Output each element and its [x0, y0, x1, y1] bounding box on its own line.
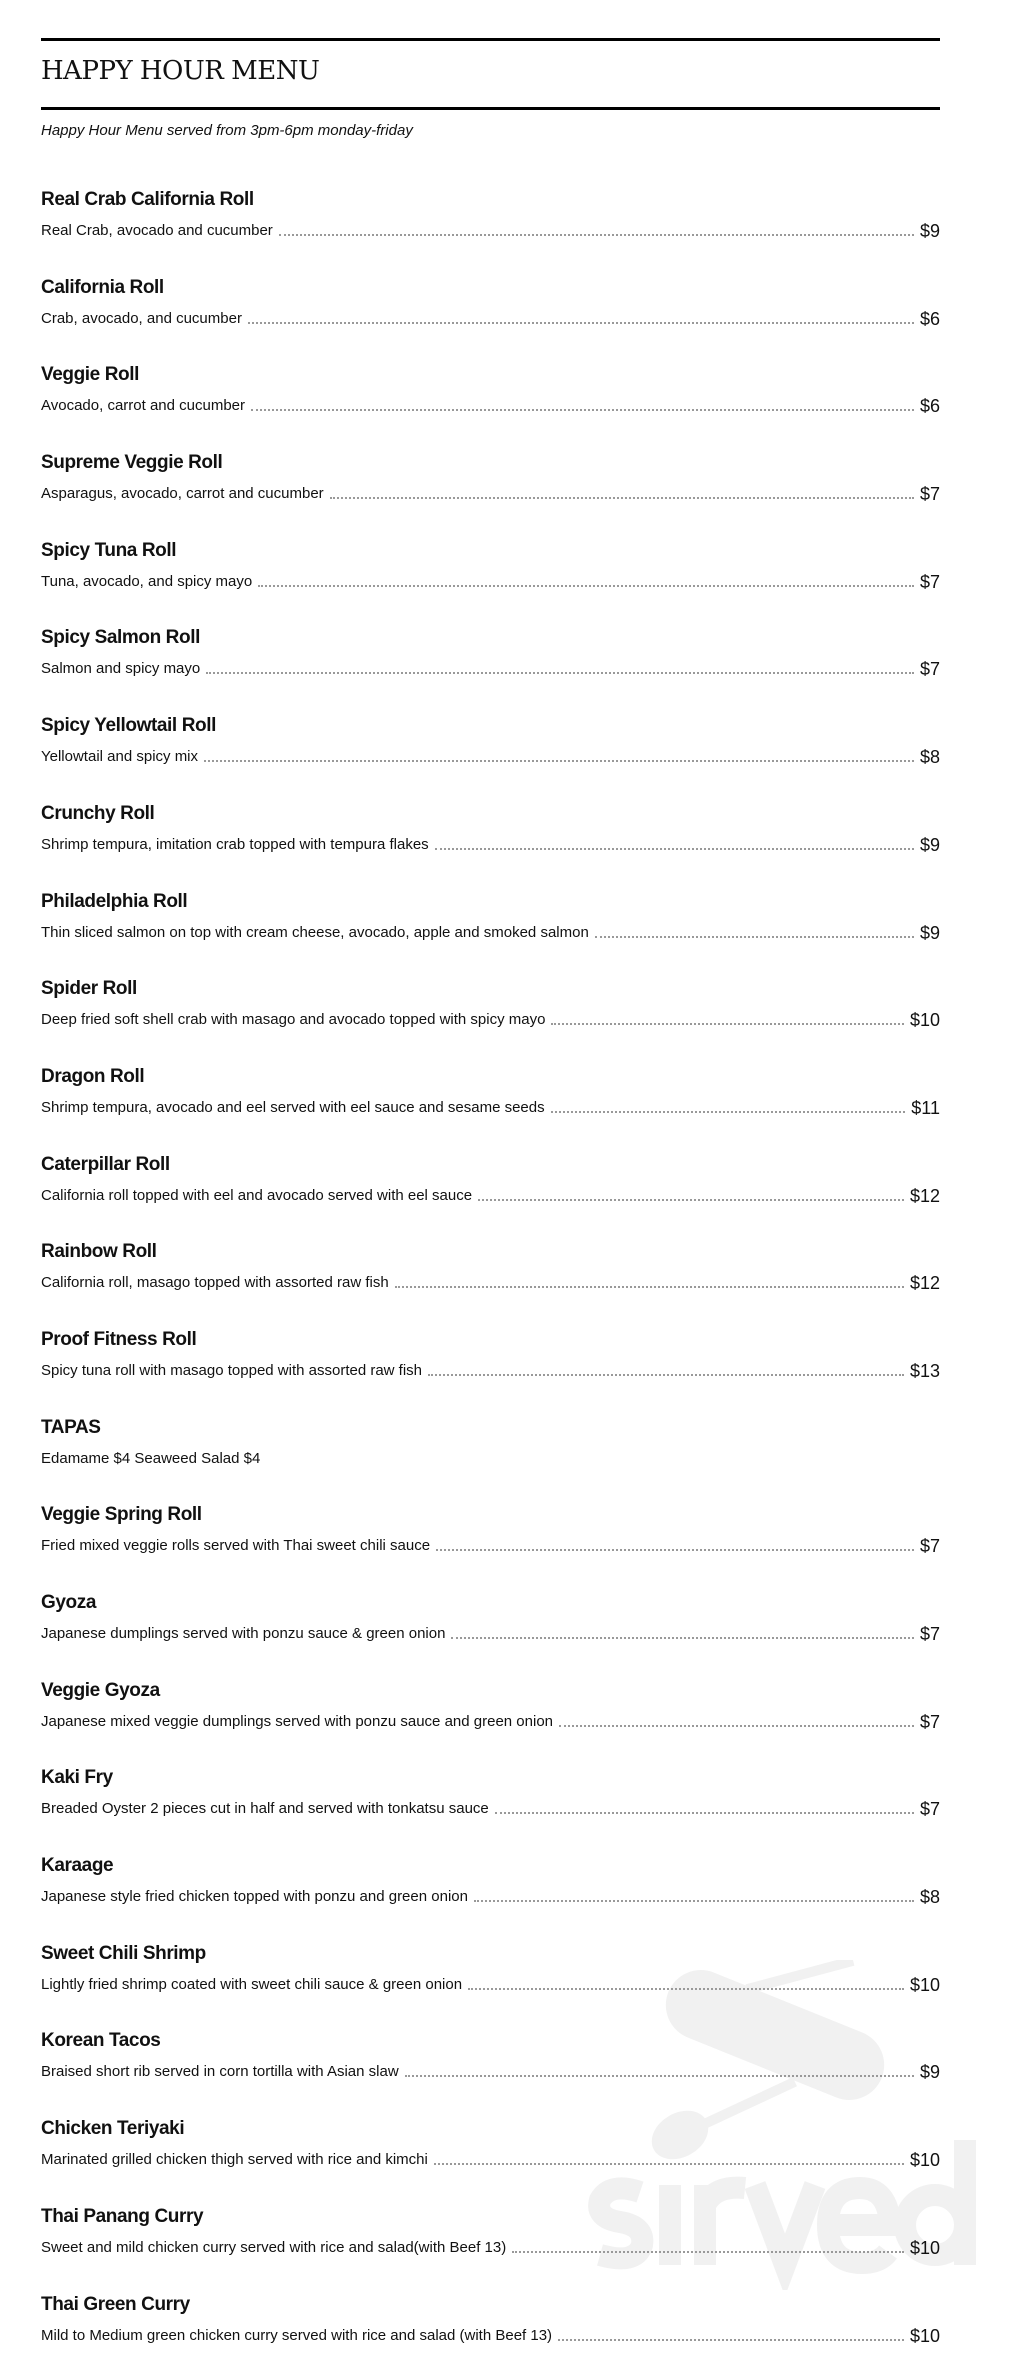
- menu-item-description: Mild to Medium green chicken curry served with rice and salad (with Beef 13): [41, 2325, 552, 2347]
- dot-leader: [551, 1111, 906, 1113]
- menu-item-row: [41, 2149, 940, 2171]
- dot-leader: [204, 760, 914, 762]
- menu-item-price: $9: [920, 220, 940, 242]
- menu-item-price: $11: [911, 1097, 940, 1119]
- menu-item: [41, 800, 940, 888]
- menu-item-description: Yellowtail and spicy mix: [41, 746, 198, 768]
- menu-item-price: $9: [920, 922, 940, 944]
- menu-item-row: [41, 1448, 940, 1470]
- menu-item-row: [41, 1009, 940, 1031]
- dot-leader: [248, 322, 914, 324]
- menu-item-row: [41, 922, 940, 944]
- menu-item-price: $7: [920, 1798, 940, 1820]
- dot-leader: [206, 672, 914, 674]
- menu-item: [41, 1151, 940, 1239]
- menu-item: [41, 1852, 940, 1940]
- menu-item: [41, 624, 940, 712]
- dot-leader: [474, 1900, 914, 1902]
- menu-item-price: $10: [910, 1974, 940, 1996]
- menu-item-row: [41, 571, 940, 593]
- dot-leader: [434, 2163, 904, 2165]
- menu-item-row: [41, 2061, 940, 2083]
- menu-item: [41, 1238, 940, 1326]
- menu-item-price: $7: [920, 483, 940, 505]
- menu-item: [41, 537, 940, 625]
- menu-item-name: Supreme Veggie Roll: [41, 449, 940, 477]
- dot-leader: [251, 409, 914, 411]
- menu-item: [41, 2115, 940, 2203]
- menu-item-name: Thai Green Curry: [41, 2291, 940, 2319]
- menu-item-row: [41, 1711, 940, 1733]
- page-title: HAPPY HOUR MENU: [41, 56, 319, 86]
- menu-item-price: $8: [920, 746, 940, 768]
- dot-leader: [478, 1199, 904, 1201]
- menu-item: [41, 1677, 940, 1765]
- menu-item-name: Real Crab California Roll: [41, 186, 940, 214]
- menu-item-description: Crab, avocado, and cucumber: [41, 308, 242, 330]
- menu-item-name: Veggie Spring Roll: [41, 1501, 940, 1529]
- menu-hours-note: Happy Hour Menu served from 3pm-6pm monday-friday: [41, 122, 413, 139]
- menu-item-row: [41, 1535, 940, 1557]
- menu-item-row: [41, 1623, 940, 1645]
- menu-item-row: [41, 483, 940, 505]
- dot-leader: [551, 1023, 904, 1025]
- menu-item: [41, 712, 940, 800]
- menu-item: [41, 1940, 940, 2028]
- menu-item-description: Breaded Oyster 2 pieces cut in half and served with tonkatsu sauce: [41, 1798, 489, 1820]
- menu-item-name: Kaki Fry: [41, 1764, 940, 1792]
- menu-item-description: Marinated grilled chicken thigh served with rice and kimchi: [41, 2149, 428, 2171]
- menu-item-description: Spicy tuna roll with masago topped with assorted raw fish: [41, 1360, 422, 1382]
- menu-item-name: California Roll: [41, 274, 940, 302]
- menu-item: [41, 1589, 940, 1677]
- dot-leader: [405, 2075, 914, 2077]
- menu-item-name: Spicy Salmon Roll: [41, 624, 940, 652]
- menu-item-description: Shrimp tempura, imitation crab topped with tempura flakes: [41, 834, 429, 856]
- menu-item-price: $12: [910, 1185, 940, 1207]
- menu-item-name: Thai Panang Curry: [41, 2203, 940, 2231]
- menu-item-row: [41, 658, 940, 680]
- top-rule: [41, 38, 940, 41]
- menu-item-description: Japanese mixed veggie dumplings served with ponzu sauce and green onion: [41, 1711, 553, 1733]
- dot-leader: [435, 848, 914, 850]
- menu-item-price: $12: [910, 1272, 940, 1294]
- section-heading: TAPAS: [41, 1414, 940, 1442]
- menu-item-price: $9: [920, 2061, 940, 2083]
- menu-item-price: $10: [910, 2237, 940, 2259]
- menu-item-name: Spicy Yellowtail Roll: [41, 712, 940, 740]
- menu-item: [41, 361, 940, 449]
- menu-item-name: Rainbow Roll: [41, 1238, 940, 1266]
- menu-item-row: [41, 1974, 940, 1996]
- menu-item-price: $7: [920, 1711, 940, 1733]
- dot-leader: [428, 1374, 904, 1376]
- menu-item-description: Thin sliced salmon on top with cream cheese, avocado, apple and smoked salmon: [41, 922, 589, 944]
- menu-item-name: Chicken Teriyaki: [41, 2115, 940, 2143]
- menu-item-row: [41, 308, 940, 330]
- menu-item-description: Tuna, avocado, and spicy mayo: [41, 571, 252, 593]
- menu-item-name: Proof Fitness Roll: [41, 1326, 940, 1354]
- menu-item-name: Crunchy Roll: [41, 800, 940, 828]
- menu-item-row: [41, 1097, 940, 1119]
- menu-item-row: [41, 1360, 940, 1382]
- menu-item: [41, 1414, 940, 1502]
- menu-item: [41, 1063, 940, 1151]
- menu-item-row: [41, 746, 940, 768]
- menu-item-row: [41, 1798, 940, 1820]
- menu-item-name: Caterpillar Roll: [41, 1151, 940, 1179]
- menu-item: [41, 1501, 940, 1589]
- menu-item: [41, 449, 940, 537]
- menu-item-row: [41, 1272, 940, 1294]
- dot-leader: [468, 1988, 904, 1990]
- menu-item-description: Avocado, carrot and cucumber: [41, 395, 245, 417]
- menu-item: [41, 1326, 940, 1414]
- menu-item-description: Deep fried soft shell crab with masago and avocado topped with spicy mayo: [41, 1009, 545, 1031]
- menu-item-price: $6: [920, 395, 940, 417]
- dot-leader: [395, 1286, 904, 1288]
- menu-item-name: Veggie Gyoza: [41, 1677, 940, 1705]
- menu-item-name: Gyoza: [41, 1589, 940, 1617]
- menu-item: [41, 2203, 940, 2291]
- dot-leader: [279, 234, 914, 236]
- menu-item-price: $7: [920, 1535, 940, 1557]
- menu-item: [41, 2291, 940, 2378]
- menu-item-row: [41, 1886, 940, 1908]
- menu-item-list: [41, 186, 940, 2378]
- menu-item-description: California roll topped with eel and avocado served with eel sauce: [41, 1185, 472, 1207]
- dot-leader: [512, 2251, 904, 2253]
- menu-item: [41, 975, 940, 1063]
- menu-item-row: [41, 220, 940, 242]
- dot-leader: [495, 1812, 914, 1814]
- menu-item-price: $10: [910, 1009, 940, 1031]
- menu-item-row: [41, 2237, 940, 2259]
- menu-item-price: $7: [920, 1623, 940, 1645]
- dot-leader: [558, 2339, 904, 2341]
- menu-item-name: Sweet Chili Shrimp: [41, 1940, 940, 1968]
- menu-item: [41, 274, 940, 362]
- menu-item-description: Braised short rib served in corn tortilla with Asian slaw: [41, 2061, 399, 2083]
- dot-leader: [330, 497, 914, 499]
- menu-item-name: Korean Tacos: [41, 2027, 940, 2055]
- menu-item: [41, 2027, 940, 2115]
- menu-item-row: [41, 395, 940, 417]
- menu-item-price: $9: [920, 834, 940, 856]
- menu-item: [41, 186, 940, 274]
- dot-leader: [258, 585, 914, 587]
- menu-item-name: Spider Roll: [41, 975, 940, 1003]
- dot-leader: [559, 1725, 914, 1727]
- menu-item-name: Veggie Roll: [41, 361, 940, 389]
- menu-item: [41, 1764, 940, 1852]
- menu-item-description: California roll, masago topped with assorted raw fish: [41, 1272, 389, 1294]
- dot-leader: [451, 1637, 914, 1639]
- menu-item-name: Philadelphia Roll: [41, 888, 940, 916]
- menu-item-price: $10: [910, 2325, 940, 2347]
- menu-item-description: Fried mixed veggie rolls served with Thai sweet chili sauce: [41, 1535, 430, 1557]
- dot-leader: [595, 936, 914, 938]
- menu-item-description: Japanese dumplings served with ponzu sauce & green onion: [41, 1623, 445, 1645]
- menu-item-description: Edamame $4 Seaweed Salad $4: [41, 1448, 260, 1470]
- menu-item-name: Spicy Tuna Roll: [41, 537, 940, 565]
- menu-item-price: $6: [920, 308, 940, 330]
- menu-item-description: Salmon and spicy mayo: [41, 658, 200, 680]
- menu-item-price: $7: [920, 658, 940, 680]
- menu-item-name: Dragon Roll: [41, 1063, 940, 1091]
- menu-item-row: [41, 2325, 940, 2347]
- title-rule: [41, 107, 940, 110]
- menu-item-description: Lightly fried shrimp coated with sweet chili sauce & green onion: [41, 1974, 462, 1996]
- menu-item-description: Asparagus, avocado, carrot and cucumber: [41, 483, 324, 505]
- menu-item-description: Shrimp tempura, avocado and eel served with eel sauce and sesame seeds: [41, 1097, 545, 1119]
- menu-item-description: Japanese style fried chicken topped with ponzu and green onion: [41, 1886, 468, 1908]
- menu-item-description: Sweet and mild chicken curry served with rice and salad(with Beef 13): [41, 2237, 506, 2259]
- menu-item-price: $8: [920, 1886, 940, 1908]
- menu-item-price: $10: [910, 2149, 940, 2171]
- menu-item-row: [41, 1185, 940, 1207]
- dot-leader: [436, 1549, 914, 1551]
- menu-item-price: $7: [920, 571, 940, 593]
- menu-item-description: Real Crab, avocado and cucumber: [41, 220, 273, 242]
- menu-item-name: Karaage: [41, 1852, 940, 1880]
- menu-item-price: $13: [910, 1360, 940, 1382]
- menu-item: [41, 888, 940, 976]
- menu-item-row: [41, 834, 940, 856]
